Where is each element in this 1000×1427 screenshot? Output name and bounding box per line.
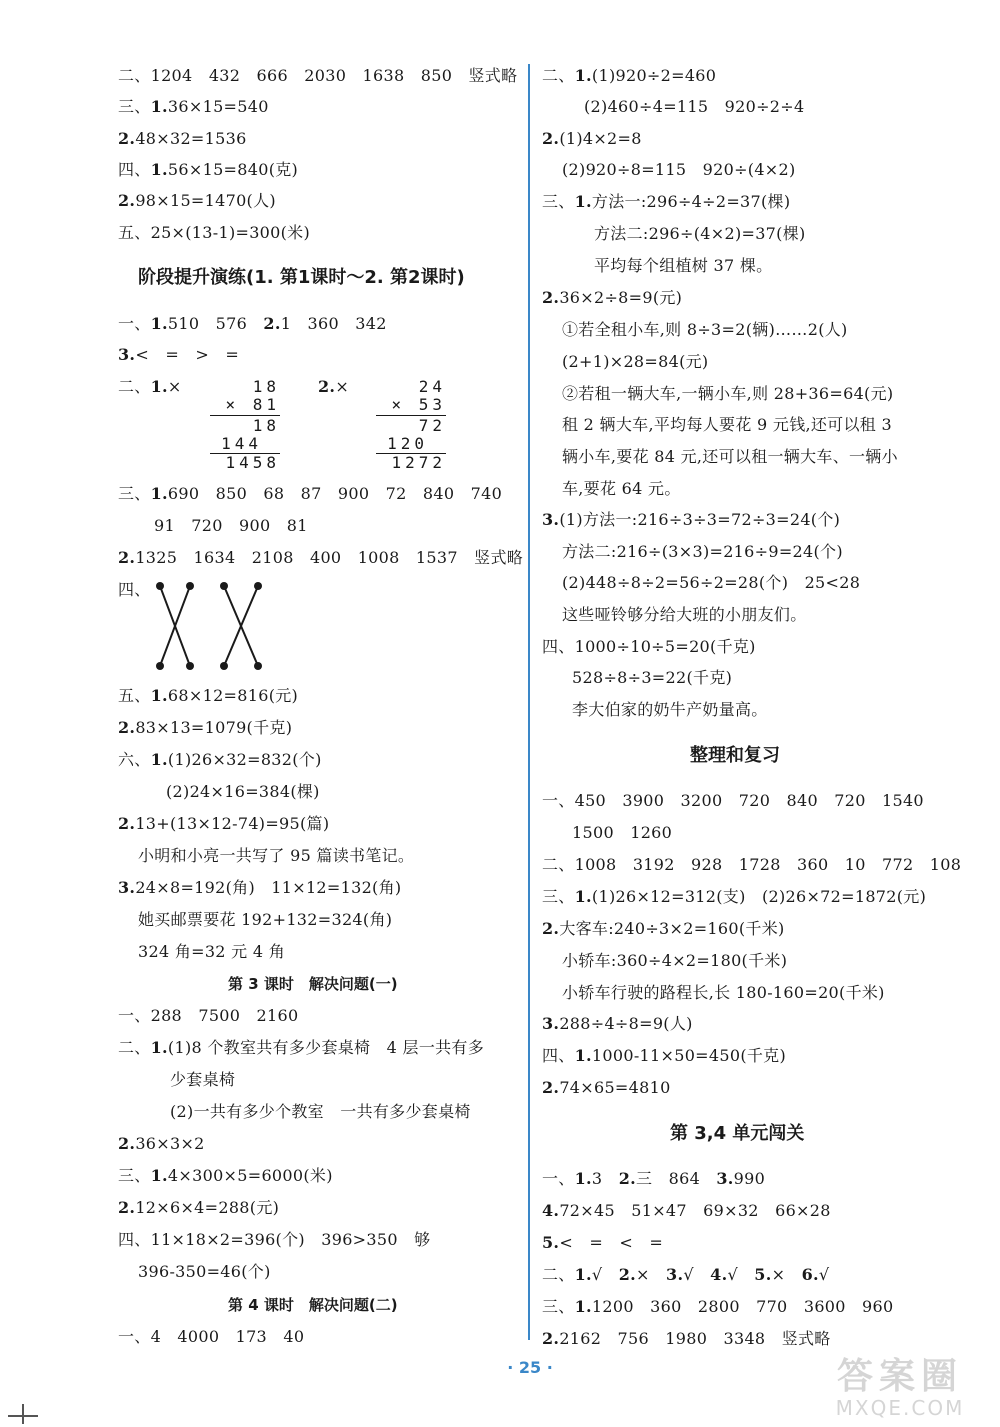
answer-line: 3.< = > = [118,345,240,364]
answer-line: 二、1.(1)920÷2=460 [542,66,717,85]
matching-lines-diagram [148,578,268,672]
crop-mark [8,1415,38,1417]
answer-line: 四、 [118,580,151,599]
section-heading: 第 3,4 单元闯关 [670,1123,805,1144]
answer-line: ①若全租小车,则 8÷3=2(辆)……2(人) [562,320,848,339]
answer-line: (2)一共有多少个教室 一共有多少套桌椅 [170,1102,471,1121]
answer-line: 一、1.510 576 2.1 360 342 [118,314,387,333]
answer-line: 一、450 3900 3200 720 840 720 1540 [542,791,924,810]
answer-line: 二、1.√ 2.× 3.√ 4.√ 5.× 6.√ [542,1265,830,1284]
answer-line: 2.(1)4×2=8 [542,129,642,148]
answer-line: 324 角=32 元 4 角 [138,942,286,961]
answer-line: 2.× [318,377,350,396]
answer-line: 2.74×65=4810 [542,1078,671,1097]
section-heading: 整理和复习 [690,745,780,766]
answer-line: (2)448÷8÷2=56÷2=28(个) 25<28 [562,573,861,592]
answer-line: 方法二:296÷(4×2)=37(棵) [594,224,806,243]
page-number: · 25 · [507,1358,553,1377]
answer-line: 小轿车行驶的路程长,长 180-160=20(千米) [562,983,885,1002]
answer-line: 2.83×13=1079(千克) [118,718,293,737]
answer-line: 四、11×18×2=396(个) 396>350 够 [118,1230,431,1249]
answer-line: 一、1.3 2.三 864 3.990 [542,1169,766,1188]
match-dot [186,662,194,670]
answer-line: 2.36×3×2 [118,1134,205,1153]
section-heading: 阶段提升演练(1. 第1课时～2. 第2课时) [138,267,465,288]
answer-line: 2.48×32=1536 [118,129,247,148]
answer-line: 2.13+(13×12-74)=95(篇) [118,814,330,833]
answer-line: 396-350=46(个) [138,1262,271,1281]
match-dot [220,582,228,590]
answer-line: 四、1.1000-11×50=450(千克) [542,1046,787,1065]
mult-row: × 81 [225,395,280,414]
answer-line: 方法二:216÷(3×3)=216÷9=24(个) [562,542,843,561]
answer-line: 二、1.× [118,377,182,396]
mult-row: 18 [252,377,280,396]
section-heading: 第 4 课时 解决问题(二) [228,1296,398,1314]
answer-line: 2.1325 1634 2108 400 1008 1537 竖式略 [118,548,524,567]
answer-line: 平均每个组植树 37 棵。 [594,256,773,275]
answer-line: 三、1.方法一:296÷4÷2=37(棵) [542,192,791,211]
answer-line: 三、1.4×300×5=6000(米) [118,1166,333,1185]
answer-line: 二、1.(1)8 个教室共有多少套桌椅 4 层一共有多 [118,1038,485,1057]
mult-row: 72 [418,416,446,435]
answer-line: 三、1.(1)26×12=312(支) (2)26×72=1872(元) [542,887,927,906]
answer-line: 租 2 辆大车,平均每人要花 9 元钱,还可以租 3 [562,415,892,434]
match-dot [254,662,262,670]
answer-line: 六、1.(1)26×32=832(个) [118,750,322,769]
answer-line: 五、1.68×12=816(元) [118,686,299,705]
mult-row: 1272 [391,453,446,472]
answer-line: 二、1204 432 666 2030 1638 850 竖式略 [118,66,518,85]
match-dot [220,662,228,670]
answer-line: 三、1.690 850 68 87 900 72 840 740 [118,484,503,503]
answer-line: 这些哑铃够分给大班的小朋友们。 [562,605,807,624]
answer-line: 91 720 900 81 [154,516,308,535]
watermark-logo [810,1348,990,1422]
answer-line: 三、1.1200 360 2800 770 3600 960 [542,1297,894,1316]
answer-line: 四、1000÷10÷5=20(千克) [542,637,756,656]
mult-row: 1458 [225,453,280,472]
mult-row: 18 [252,416,280,435]
answer-line: 小明和小亮一共写了 95 篇读书笔记。 [138,846,415,865]
answer-line: 2.2162 756 1980 3348 竖式略 [542,1329,831,1348]
answer-line: (2+1)×28=84(元) [562,352,709,371]
answer-line: 李大伯家的奶牛产奶量高。 [572,700,768,719]
column-divider [528,64,530,1340]
mult-row: 144 [221,434,262,453]
match-dot [186,582,194,590]
watermark-text: MXQE.COM [835,1396,965,1420]
match-dot [156,582,164,590]
answer-line: 三、1.36×15=540 [118,97,269,116]
answer-line: 一、4 4000 173 40 [118,1327,305,1346]
answer-line: 五、25×(13-1)=300(米) [118,223,311,242]
answer-line: 3.(1)方法一:216÷3÷3=72÷3=24(个) [542,510,841,529]
answer-line: 她买邮票要花 192+132=324(角) [138,910,393,929]
answer-line: 辆小车,要花 84 元,还可以租一辆大车、一辆小 [562,447,898,466]
crop-mark [22,1404,24,1424]
answer-line: 车,要花 64 元。 [562,479,681,498]
mult-row: × 53 [391,395,446,414]
answer-line: (2)920÷8=115 920÷(4×2) [562,160,796,179]
answer-line: 2.大客车:240÷3×2=160(千米) [542,919,785,938]
match-dot [156,662,164,670]
answer-line: 5.< = < = [542,1233,664,1252]
mult-row: 24 [418,377,446,396]
answer-line: 2.12×6×4=288(元) [118,1198,280,1217]
answer-line: ②若租一辆大车,一辆小车,则 28+36=64(元) [562,384,894,403]
answer-line: 2.36×2÷8=9(元) [542,288,683,307]
answer-line: 一、288 7500 2160 [118,1006,299,1025]
answer-line: 少套桌椅 [170,1070,236,1089]
answer-line: 2.98×15=1470(人) [118,191,276,210]
match-dot [254,582,262,590]
answer-line: 3.288÷4÷8=9(人) [542,1014,693,1033]
vertical-multiplication-1 [210,377,280,473]
mult-row: 120 [387,434,428,453]
section-heading: 第 3 课时 解决问题(一) [228,975,398,993]
answer-line: 3.24×8=192(角) 11×12=132(角) [118,878,402,897]
answer-line: (2)24×16=384(棵) [166,782,320,801]
answer-line: 1500 1260 [572,823,673,842]
answer-line: 二、1008 3192 928 1728 360 10 772 108 [542,855,962,874]
answer-line: (2)460÷4=115 920÷2÷4 [584,97,805,116]
answer-line: 4.72×45 51×47 69×32 66×28 [542,1201,831,1220]
answer-line: 小轿车:360÷4×2=180(千米) [562,951,788,970]
watermark-text: 答案圈 [836,1356,963,1397]
answer-line: 四、1.56×15=840(克) [118,160,299,179]
vertical-multiplication-2 [376,377,446,473]
answer-line: 528÷8÷3=22(千克) [572,668,733,687]
